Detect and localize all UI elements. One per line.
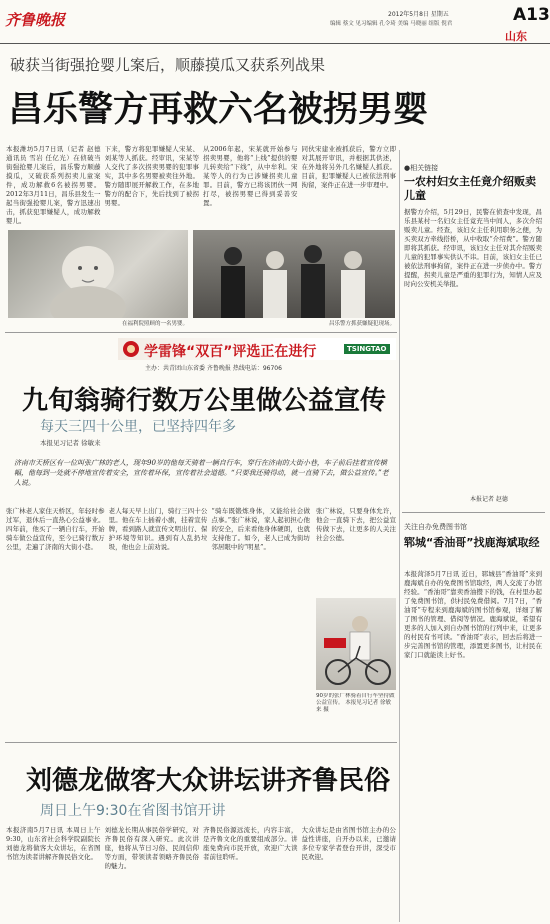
sidebar1-body: 据警方介绍，5月29日，民警在侦查中发现，昌乐县某村一名妇女主任竟充当中间人，多次介绍贩卖儿童。经查，该妇女主任利用职务之便，为买卖双方牵线搭桥，从中收取“介绍费”。警方随即将其抓获。经审讯，该妇女主任对其介绍贩卖儿童的犯罪事实供认不讳。目前，该妇女主任已被依法刑事拘留，案件正在进一步侦办中。警方提醒，拐卖儿童是严重的犯罪行为，知情人应及时向公安机关举报。: [404, 208, 542, 288]
story1-column: 本报潍坊5月7日讯（记者 赵德 通讯员 雪岩 任亿光）在侦破当街强抢婴儿案后，昌乐警方顺藤摸瓜，又破获系列拐卖儿童案件，成功解救6名被拐男婴。 2012年3月11日，昌乐县发生一起当街强抢婴儿案，警方迅速出击，抓获犯罪嫌疑人，成功解救婴儿。: [6, 145, 101, 225]
section-divider: [5, 742, 397, 743]
story3-headline: 刘德龙做客大众讲坛讲齐鲁民俗: [26, 766, 391, 796]
section-divider: [5, 332, 397, 333]
story1-caption: 在福利院照顾的一名男婴。: [121, 321, 188, 327]
story1-caption: 昌乐警方抓获嫌疑犯现场。: [328, 321, 395, 327]
editor-credits: 编辑 蔡文 见习编辑 孔令琦 美编 马晓丽 组版 倪君: [330, 21, 453, 27]
arrest-photo: [193, 230, 395, 318]
story3-column: 本报济南5月7日讯 本周日上午9:30，山东省社会科学院副院长刘德龙将做客大众讲坛，在省图书馆为读者讲解齐鲁民俗文化。: [6, 826, 101, 861]
page-number: A13: [513, 5, 550, 25]
story2-byline: 本报见习记者 徐敏来: [40, 439, 101, 447]
story3-column: 大众讲坛是由省图书馆主办的公益性讲座，自开办以来，已邀请多位专家学者登台开讲，深受市民欢迎。: [301, 826, 396, 861]
story2-intro: 济南市天桥区有一位叫张广林的老人，现年90岁的他每天骑着一辆自行车，穿行在济南的大街小巷，车子前后挂着宣传横幅，他每到一处就不停地宣传着安全，宣传着环保，宣传着社会道德。“只要我还骑得动，就一直骑下去，做公益宣传。”老人说。: [14, 459, 389, 487]
story1-kicker: 破获当街强抢婴儿案后，顺藤摸瓜又获系列战果: [10, 56, 326, 74]
sidebar-divider-horizontal: [402, 512, 545, 513]
campaign-title: 学雷锋“双百”评选正在进行: [144, 344, 317, 360]
story2-subtitle: 每天三四十公里，已坚持四年多: [40, 419, 236, 435]
sidebar2-body: 本报菏泽5月7日讯 近日，郓城县“香油哥”来到鹿海斌自办的免费图书馆取经，两人交流了办馆经验。“香油哥”靠卖香油攒下的钱，在村里办起了免费图书馆，供村民免费借阅。7月7日，“香油哥”专程来到鹿海斌的图书馆参观，详细了解了图书的管理、借阅等情况。鹿海斌说，希望有更多的人加入到自办图书馆的行列中来，让更多的村民有书可读。“香油哥”表示，回去后将进一步完善图书馆的管理，添置更多图书，让村民在家门口就能读上好书。: [404, 570, 542, 659]
cyclist-photo: [316, 598, 396, 690]
story3-body: [6, 826, 396, 920]
story1-column: 下来，警方将犯罪嫌疑人宋某、刘某等人抓获。经审讯，宋某等人交代了多次拐卖男婴的犯罪事实，其中多名男婴被卖往外地。警方随即展开解救工作，在多地警方的配合下，先后找到了被拐男婴。: [104, 145, 199, 207]
sponsor-logo: TSINGTAO: [344, 344, 390, 354]
sidebar2-kicker: 关注自办免费图书馆: [404, 523, 467, 531]
story2-headline: 九旬翁骑行数万公里做公益宣传: [22, 386, 387, 416]
story3-subtitle: 周日上午9:30在省图书馆开讲: [40, 803, 226, 819]
baby-photo: [8, 230, 188, 318]
story1-headline: 昌乐警方再救六名被拐男婴: [8, 90, 429, 130]
story2-column: 老人每天早上出门，骑行三四十公里。他在车上插着小旗，挂着宣传牌，看到路人就宣传文明出行、保护环境等知识。遇到有人乱扔垃圾，他也会上前劝说。: [108, 507, 208, 551]
issue-date: 2012年5月8日 星期五: [388, 11, 449, 18]
story2-caption: 90岁的张广林骑着自行车坚持做公益宣传。 本报见习记者 徐敏来 摄: [316, 693, 395, 713]
campaign-banner: [118, 338, 396, 360]
campaign-emblem-icon: [122, 340, 140, 358]
baby-figure-icon: [8, 230, 188, 318]
story2-column: 张广林老人家住天桥区，年轻时参过军，退休后一直热心公益事业。四年前，他买了一辆自行车，开始骑车做公益宣传，至今已骑行数万公里，走遍了济南的大街小巷。: [6, 507, 105, 551]
related-link-label: ●相关链接: [404, 164, 439, 172]
story1-column: 从2006年起，宋某就开始参与拐卖男婴，他将“上线”提供的婴儿转卖给“下线”，从中牟利。宋某等人的行为已涉嫌拐卖儿童罪。目前，警方已将该团伙一网打尽，被拐男婴已得到妥善安置。: [203, 145, 298, 207]
story1-body: [6, 145, 396, 227]
story1-column: 同伙宋建业被抓获后，警方立即对其展开审讯，并根据其供述，在外地将另外几名嫌疑人抓获。目前，犯罪嫌疑人已被依法刑事拘留，案件正在进一步审理中。: [301, 145, 396, 189]
story2-side-column: 张广林说，只要身体允许，他会一直骑下去，把公益宣传做下去，让更多的人关注社会公德。: [316, 507, 396, 542]
sidebar-divider: [399, 150, 400, 922]
old-man-bicycle-icon: [316, 598, 396, 690]
story2-column: “骑车既锻炼身体，又能给社会做点事。”张广林说，家人起初担心他的安全，后来看他身体硬朗，也就支持他了。如今，老人已成为街坊邻居眼中的“明星”。: [211, 507, 311, 551]
sidebar1-title: 一农村妇女主任竟介绍贩卖儿童: [404, 175, 536, 202]
police-suspects-icon: [193, 230, 395, 318]
story3-column: 刘德龙长期从事民俗学研究，对齐鲁民俗有深入研究。此次讲座，他将从节日习俗、民间信仰等方面，带领读者领略齐鲁民俗的魅力。: [104, 826, 199, 870]
masthead-logo: 齐鲁晚报: [5, 11, 66, 29]
header-rule: [0, 43, 550, 44]
section-name: 山东: [505, 30, 527, 43]
story2-body: [6, 507, 310, 733]
sidebar2-title: 郓城“香油哥”找鹿海斌取经: [404, 536, 540, 549]
campaign-organizer: 主办：共青团山东省委 齐鲁晚报 热线电话：96706: [145, 365, 282, 372]
sidebar1-byline: 本报记者 赵德: [470, 496, 508, 503]
story3-column: 齐鲁民俗源远流长，内容丰富，是齐鲁文化的重要组成部分。讲座免费向市民开放，欢迎广大读者前往聆听。: [203, 826, 298, 861]
